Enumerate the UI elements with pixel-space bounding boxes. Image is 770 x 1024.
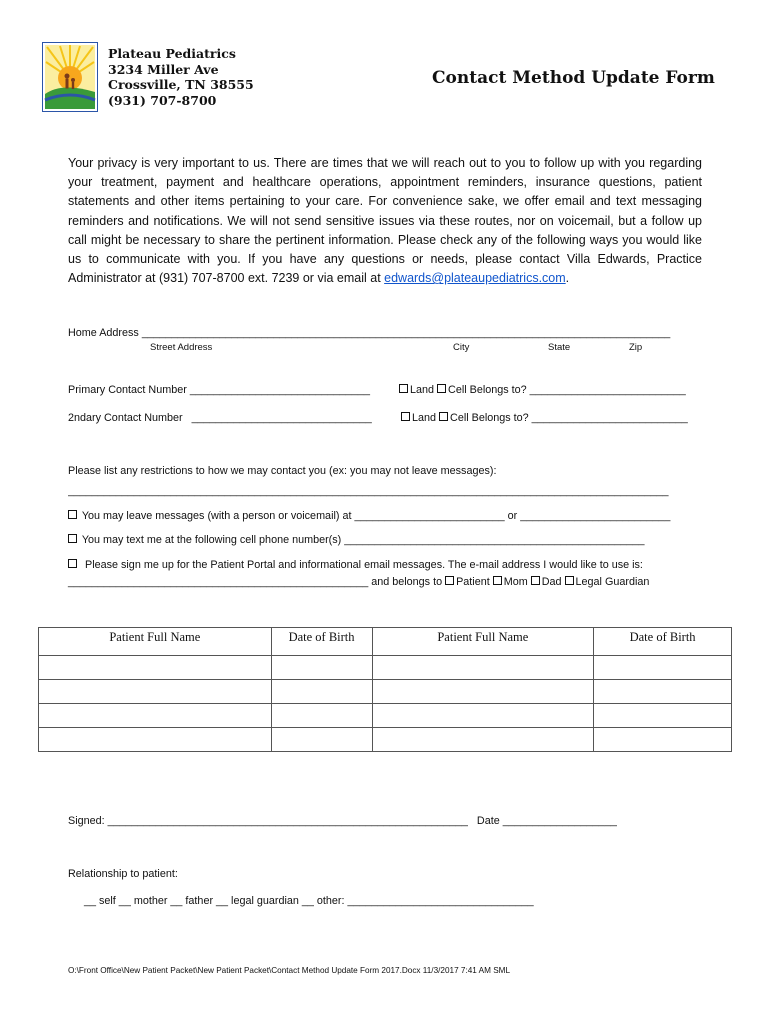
primary-cell-owner-line[interactable]: __________________________ <box>529 384 686 396</box>
email-link[interactable]: edwards@plateaupediatrics.com <box>384 271 566 286</box>
secondary-cell-label: Cell Belongs to? <box>450 412 529 424</box>
secondary-type-row <box>401 412 688 424</box>
practice-city: Crossville, TN 38555 <box>108 77 254 92</box>
table-cell[interactable] <box>271 656 372 680</box>
city-label: City <box>453 342 470 353</box>
leave-messages-checkbox[interactable] <box>68 510 77 519</box>
primary-contact-label: Primary Contact Number <box>68 384 187 396</box>
relationship-label: Relationship to patient: <box>68 868 178 880</box>
table-cell[interactable] <box>372 728 594 752</box>
signature-row <box>68 815 617 827</box>
header-dob-2: Date of Birth <box>594 628 732 656</box>
zip-label: Zip <box>629 342 643 353</box>
intro-paragraph <box>68 154 702 288</box>
leave-messages-or: or <box>507 510 518 522</box>
leave-messages-line-1[interactable]: _________________________ <box>354 510 505 522</box>
mom-label: Mom <box>503 576 528 588</box>
restrictions-line[interactable]: ____________________________________________________________________________________________________ <box>68 485 669 497</box>
relationship-other-line[interactable]: _______________________________ <box>347 895 534 907</box>
primary-cell-checkbox[interactable] <box>437 384 446 393</box>
header-dob-1: Date of Birth <box>271 628 372 656</box>
table-row <box>39 728 732 752</box>
text-me-checkbox[interactable] <box>68 534 77 543</box>
table-cell[interactable] <box>594 680 732 704</box>
table-cell[interactable] <box>39 728 272 752</box>
patient-table <box>38 627 732 752</box>
primary-land-checkbox[interactable] <box>399 384 408 393</box>
table-cell[interactable] <box>271 728 372 752</box>
primary-contact-line[interactable]: ______________________________ <box>189 384 370 396</box>
home-address-row <box>68 327 670 339</box>
leave-messages-text: You may leave messages (with a person or voicemail) at <box>81 510 352 522</box>
table-cell[interactable] <box>372 704 594 728</box>
table-row <box>39 656 732 680</box>
signature-line[interactable]: ____________________________________________________________ <box>107 815 468 827</box>
practice-phone: (931) 707-8700 <box>108 92 217 108</box>
table-cell[interactable] <box>39 680 272 704</box>
practice-info <box>108 46 254 108</box>
relationship-row <box>84 895 534 907</box>
intro-end: . <box>565 271 570 286</box>
secondary-contact-row <box>68 412 372 424</box>
table-cell[interactable] <box>271 680 372 704</box>
signed-label: Signed: <box>68 815 105 827</box>
text-me-row <box>68 534 645 546</box>
text-me-line[interactable]: __________________________________________________ <box>344 534 645 546</box>
dad-checkbox[interactable] <box>531 576 540 585</box>
date-label: Date <box>476 815 500 827</box>
portal-row <box>68 559 643 571</box>
legal-guardian-checkbox[interactable] <box>565 576 574 585</box>
dad-label: Dad <box>541 576 562 588</box>
form-title: Contact Method Update Form <box>432 68 715 88</box>
header-patient-name-1: Patient Full Name <box>39 628 272 656</box>
primary-land-label: Land <box>410 384 435 396</box>
table-cell[interactable] <box>39 656 272 680</box>
leave-messages-line-2[interactable]: _________________________ <box>520 510 671 522</box>
restrictions-label: Please list any restrictions to how we may contact you (ex: you may not leave messages): <box>68 465 497 477</box>
portal-email-row <box>68 576 649 588</box>
leave-messages-row <box>68 510 670 522</box>
mom-checkbox[interactable] <box>493 576 502 585</box>
portal-email-line[interactable]: __________________________________________________ <box>68 576 369 588</box>
header-patient-name-2: Patient Full Name <box>372 628 594 656</box>
secondary-cell-owner-line[interactable]: __________________________ <box>531 412 688 424</box>
practice-name: Plateau Pediatrics <box>108 46 236 61</box>
secondary-cell-checkbox[interactable] <box>439 412 448 421</box>
table-row <box>39 680 732 704</box>
portal-checkbox[interactable] <box>68 559 77 568</box>
table-cell[interactable] <box>594 656 732 680</box>
date-line[interactable]: ___________________ <box>502 815 617 827</box>
intro-text: Your privacy is very important to us. There are times that we will reach out to you to follow up with you regarding your treatment, payment and healthcare operations, appointment reminders, insurance questions, patient statements and other items pertaining to your care. For convenience sake, we offer email and text messaging reminders and notifications. We will not send sensitive issues via these routes, nor on voicemail, but a follow up call might be necessary to share the pertinent information. Please check any of the following ways you would like us to communicate with you. If you have any questions or needs, please contact Villa Edwards, Practice Administrator at (931) 707-8700 ext. 7239 or via email at <box>68 156 702 286</box>
home-address-label: Home Address <box>68 327 139 339</box>
table-cell[interactable] <box>372 680 594 704</box>
relationship-options[interactable]: __ self __ mother __ father __ legal guardian __ other: <box>84 895 345 907</box>
practice-address: 3234 Miller Ave <box>108 61 219 77</box>
table-cell[interactable] <box>594 704 732 728</box>
legal-guardian-label: Legal Guardian <box>575 576 650 588</box>
table-row <box>39 704 732 728</box>
table-cell[interactable] <box>372 656 594 680</box>
secondary-land-checkbox[interactable] <box>401 412 410 421</box>
portal-belongs-label: and belongs to <box>371 576 443 588</box>
primary-contact-row <box>68 384 370 396</box>
street-address-label: Street Address <box>150 342 213 353</box>
patient-label: Patient <box>456 576 490 588</box>
table-header-row <box>39 628 732 656</box>
text-me-text: You may text me at the following cell phone number(s) <box>81 534 342 546</box>
practice-logo <box>42 42 98 112</box>
secondary-contact-line[interactable]: ______________________________ <box>191 412 372 424</box>
state-label: State <box>548 342 571 353</box>
footer-file-path: O:\Front Office\New Patient Packet\New Patient Packet\Contact Method Update Form 2017.Docx 11/3/2017 7:41 AM SML <box>68 966 511 975</box>
primary-cell-label: Cell Belongs to? <box>448 384 527 396</box>
home-address-line[interactable]: ________________________________________________________________________________________ <box>141 327 671 339</box>
secondary-land-label: Land <box>412 412 437 424</box>
table-cell[interactable] <box>271 704 372 728</box>
primary-type-row <box>399 384 686 396</box>
patient-checkbox[interactable] <box>445 576 454 585</box>
portal-text: Please sign me up for the Patient Portal and informational email messages. The e-mail address I would like to use is: <box>85 559 643 571</box>
secondary-contact-label: 2ndary Contact Number <box>68 412 183 424</box>
table-cell[interactable] <box>39 704 272 728</box>
table-cell[interactable] <box>594 728 732 752</box>
